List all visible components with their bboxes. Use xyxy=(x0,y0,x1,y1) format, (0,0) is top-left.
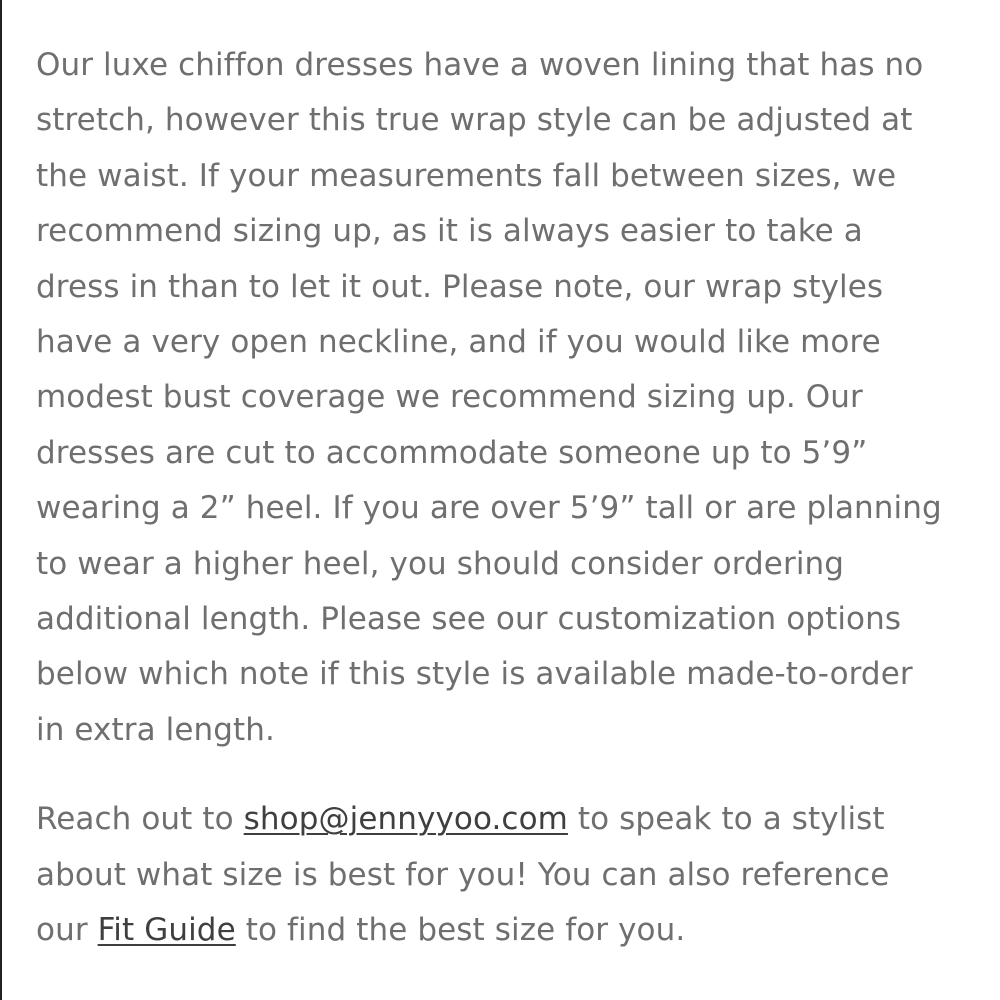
sizing-note-line: recommend sizing up, as it is always easier to take a xyxy=(36,213,863,250)
sizing-note-line: to wear a higher heel, you should consider ordering xyxy=(36,545,845,582)
sizing-note-paragraph xyxy=(36,38,942,758)
sizing-content xyxy=(36,38,942,959)
sizing-note-line: have a very open neckline, and if you would like more xyxy=(36,324,881,361)
sizing-note-line: the waist. If your measurements fall between sizes, we xyxy=(36,157,897,194)
sizing-note-line: dresses are cut to accommodate someone up to 5’9” xyxy=(36,434,868,471)
contact-suffix-text: to speak to a stylist xyxy=(567,801,885,838)
sizing-note-line: modest bust coverage we recommend sizing up. Our xyxy=(36,379,863,416)
contact-line-2: about what size is best for you! You can also reference xyxy=(36,856,890,893)
sizing-note-line: stretch, however this true wrap style can be adjusted at xyxy=(36,102,913,139)
sizing-note-line: additional length. Please see our customization options xyxy=(36,601,902,638)
email-link[interactable]: shop@jennyyoo.com xyxy=(243,801,568,838)
fit-guide-link[interactable]: Fit Guide xyxy=(97,912,236,949)
contact-line-3 xyxy=(36,903,936,958)
fit-guide-suffix-text: to find the best size for you. xyxy=(235,912,686,949)
contact-prefix-text: Reach out to xyxy=(36,801,244,838)
sizing-note-line: Our luxe chiffon dresses have a woven lining that has no xyxy=(36,47,924,83)
fit-guide-prefix-text: our xyxy=(36,912,98,949)
sizing-note-line: wearing a 2” heel. If you are over 5’9” tall or are planning xyxy=(36,490,942,527)
contact-paragraph xyxy=(36,792,936,958)
sizing-note-line: dress in than to let it out. Please note, our wrap styles xyxy=(36,268,884,305)
sizing-note-line: below which note if this style is available made-to-order xyxy=(36,656,913,693)
contact-line-1 xyxy=(36,792,936,847)
sizing-note-line: in extra length. xyxy=(36,711,276,748)
